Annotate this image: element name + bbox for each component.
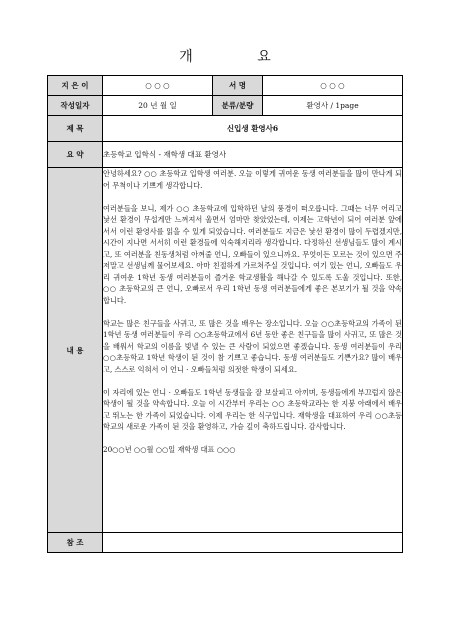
content-paragraph-3: 학교는 많은 친구들을 사귀고, 또 많은 것을 배우는 장소입니다. 오늘 ○○초등학교의 가족이 된 1학년 동생 여러분들이 우리 ○○초등학교에서 6년 동안 좋은 친구들을 많이 사귀고, 또 많은 것을 배워서 학교의 이름을 빛낼 수 있는 큰 사람이 되었으면 좋겠습니다. 동생 여러분들이 우리 ○○초등학교 1학년 학생이 된 것이 참 기쁘고 좋습니다. 동생 여러분들도 기쁜가요? 많이 배우고, 스스로 익혀서 이 언니 · 오빠들처럼 의젓한 학생이 되세요. — [103, 318, 402, 374]
author-value: ○ ○ ○ — [103, 76, 213, 96]
summary-label: 요 약 — [48, 142, 103, 168]
date-value: 20 년 월 일 — [103, 96, 213, 116]
summary-value: 초등학교 입학식 - 재학생 대표 환영사 — [103, 142, 403, 168]
subject-value: 신입생 환영사6 — [103, 116, 403, 142]
date-label: 작성일자 — [48, 96, 103, 116]
writer-value: ○ ○ ○ — [263, 76, 403, 96]
reference-label: 참 조 — [48, 533, 103, 553]
content-cell — [103, 168, 403, 533]
reference-value — [103, 533, 403, 553]
content-label: 내 용 — [48, 168, 103, 533]
category-label: 분류/분량 — [213, 96, 263, 116]
content-paragraph-1: 안녕하세요? ○○ 초등학교 입학생 여러분. 오늘 이렇게 귀여운 동생 여러분들을 많이 만나게 되어 무척이나 기쁘게 생각합니다. — [103, 169, 402, 190]
writer-label: 서 명 — [213, 76, 263, 96]
content-signature: 20○○년 ○○월 ○○일 재학생 대표 ○○○ — [103, 445, 236, 454]
author-label: 지 은 이 — [48, 76, 103, 96]
content-paragraph-4: 이 자리에 있는 언니 · 오빠들도 1학년 동생들을 잘 보살피고 아끼며, 동생들에게 부끄럽지 않은 학생이 될 것을 약속합니다. 오늘 이 시간부터 우리는 ○○ 초등학교라는 한 지붕 아래에서 배우고 뛰노는 한 가족이 되었습니다. 이제 우리는 한 식구입니다. 재학생을 대표하여 우리 ○○초등학교의 새로운 가족이 된 것을 환영하고, 가슴 깊이 축하드립니다. 감사합니다. — [103, 387, 402, 431]
content-paragraph-2: 여러분들을 보니, 제가 ○○ 초등학교에 입학하던 날의 풍경이 떠오릅니다. 그때는 너무 어리고 낯선 환경이 무섭게만 느껴져서 울면서 엄마만 찾았었는데, 이제는 고학년이 되어 여러분 앞에 서서 이런 환영사를 읽을 수 있게 되었습니다. 여러분들도 지금은 낯선 환경이 많이 두렵겠지만, 시간이 지나면 서서히 이런 환경들에 익숙해지리라 생각합니다. 다정하신 선생님들도 많이 계시고, 또 여러분을 친동생처럼 아껴줄 언니, 오빠들이 있으니까요. 무엇이든 모르는 것이 있으면 주저말고 선생님께 물어보세요. 아마 친절하게 가르쳐주실 것입니다. 여기 있는 언니, 오빠들도 우리 귀여운 1학년 동생 여러분들이 즐거운 학교생활을 해나갈 수 있도록 도울 것입니다. 또한, ○○ 초등학교의 큰 언니, 오빠로서 우리 1학년 동생 여러분들에게 좋은 본보기가 될 것을 약속합니다. — [103, 203, 402, 305]
subject-label: 제 목 — [48, 116, 103, 142]
overview-form — [47, 75, 403, 553]
page-title: 개 요 — [179, 49, 301, 65]
content-body — [103, 168, 402, 528]
category-value: 환영사 / 1page — [263, 96, 403, 116]
